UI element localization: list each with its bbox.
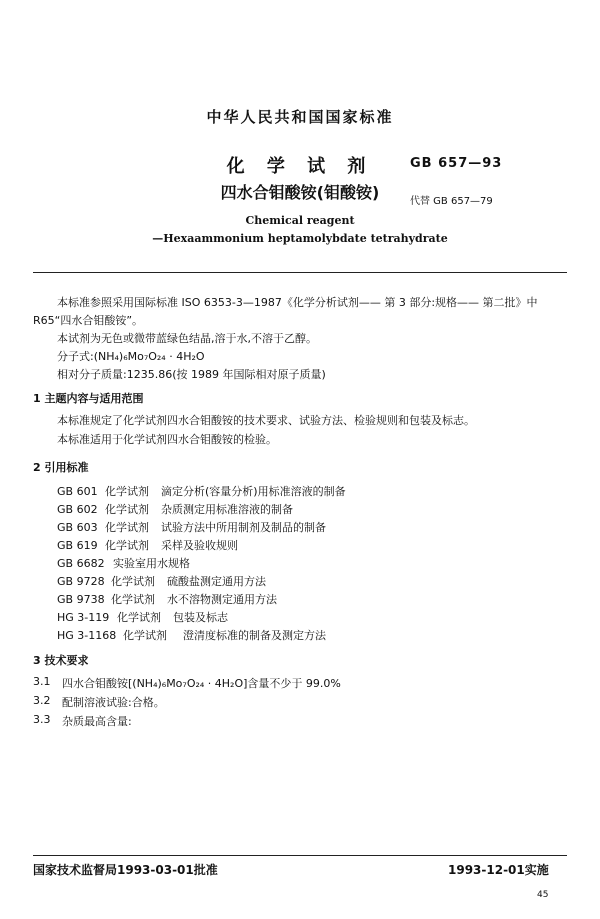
reference-code: HG 3-119 <box>57 611 110 624</box>
molecular-mass: 相对分子质量:1235.86(按 1989 年国际相对原子质量) <box>57 368 326 381</box>
clause-3-1-text: 四水合钼酸铵[(NH₄)₆Mo₇O₂₄ · 4H₂O]含量不少于 99.0% <box>62 677 341 690</box>
reference-title: 包装及标志 <box>173 611 228 624</box>
reference-item <box>57 537 238 553</box>
clause-3-3-number: 3.3 <box>33 713 51 726</box>
reference-code: GB 601 <box>57 485 98 498</box>
replaces-standard: 代替 GB 657—79 <box>410 196 493 207</box>
approval-line: 国家技术监督局1993-03-01批准 <box>33 863 218 877</box>
standard-code: GB 657—93 <box>410 156 503 171</box>
clause-3-2-text: 配制溶液试验:合格。 <box>62 696 165 709</box>
reference-title: 滴定分析(容量分析)用标准溶液的制备 <box>161 485 346 498</box>
reference-title: 试验方法中所用制剂及制品的制备 <box>161 521 326 534</box>
section-3-heading: 3 技术要求 <box>33 654 89 667</box>
reference-category: 化学试剂 <box>105 485 149 498</box>
reference-code: GB 603 <box>57 521 98 534</box>
reference-title: 硫酸盐测定通用方法 <box>167 575 266 588</box>
reference-code: GB 602 <box>57 503 98 516</box>
reference-category: 化学试剂 <box>111 575 155 588</box>
clause-3-3-text: 杂质最高含量: <box>62 715 132 728</box>
reference-category: 化学试剂 <box>105 521 149 534</box>
reference-title: 实验室用水规格 <box>113 557 190 570</box>
reference-category: 化学试剂 <box>117 611 161 624</box>
intro-line-1: 本标准参照采用国际标准 ISO 6353-3—1987《化学分析试剂—— 第 3 部分:规格—— 第二批》中 <box>57 296 538 309</box>
page-number: 45 <box>537 890 549 900</box>
reference-title: 水不溶物测定通用方法 <box>167 593 277 606</box>
reference-title: 杂质测定用标准溶液的制备 <box>161 503 293 516</box>
clause-3-1-number: 3.1 <box>33 675 51 688</box>
reference-category: 化学试剂 <box>105 539 149 552</box>
reference-category: 化学试剂 <box>105 503 149 516</box>
reference-code: GB 9728 <box>57 575 105 588</box>
reference-item <box>57 573 266 589</box>
reference-item <box>57 591 277 607</box>
reference-item <box>57 627 326 643</box>
document-title: 化 学 试 剂 <box>226 156 374 177</box>
reference-item <box>57 609 228 625</box>
english-title-line-1: Chemical reagent <box>245 214 355 227</box>
clause-3-2-number: 3.2 <box>33 694 51 707</box>
reference-code: HG 3-1168 <box>57 629 117 642</box>
reference-code: GB 619 <box>57 539 98 552</box>
reference-item <box>57 483 346 499</box>
reference-code: GB 6682 <box>57 557 105 570</box>
reference-code: GB 9738 <box>57 593 105 606</box>
intro-line-3: 本试剂为无色或微带蓝绿色结晶,溶于水,不溶于乙醇。 <box>57 332 317 345</box>
section-2-heading: 2 引用标准 <box>33 461 89 474</box>
reference-item <box>57 501 293 517</box>
effective-date-line: 1993-12-01实施 <box>448 863 549 877</box>
section-1-paragraph-2: 本标准适用于化学试剂四水合钼酸铵的检验。 <box>57 433 277 446</box>
intro-line-2: R65“四水合钼酸铵”。 <box>33 314 144 327</box>
reference-category: 化学试剂 <box>111 593 155 606</box>
section-1-heading: 1 主题内容与适用范围 <box>33 392 144 405</box>
reference-item <box>57 519 326 535</box>
molecular-formula: 分子式:(NH₄)₆Mo₇O₂₄ · 4H₂O <box>57 350 205 363</box>
header-divider <box>33 272 567 273</box>
section-1-paragraph-1: 本标准规定了化学试剂四水合钼酸铵的技术要求、试验方法、检验规则和包装及标志。 <box>57 414 475 427</box>
issuing-authority: 中华人民共和国国家标准 <box>206 108 394 126</box>
document-subtitle: 四水合钼酸铵(钼酸铵) <box>220 183 380 202</box>
footer-divider <box>33 855 567 856</box>
reference-item <box>57 555 190 571</box>
reference-category: 化学试剂 <box>123 629 167 642</box>
reference-title: 澄清度标准的制备及测定方法 <box>183 629 326 642</box>
reference-title: 采样及验收规则 <box>161 539 238 552</box>
english-title-line-2: —Hexaammonium heptamolybdate tetrahydrate <box>152 232 448 245</box>
